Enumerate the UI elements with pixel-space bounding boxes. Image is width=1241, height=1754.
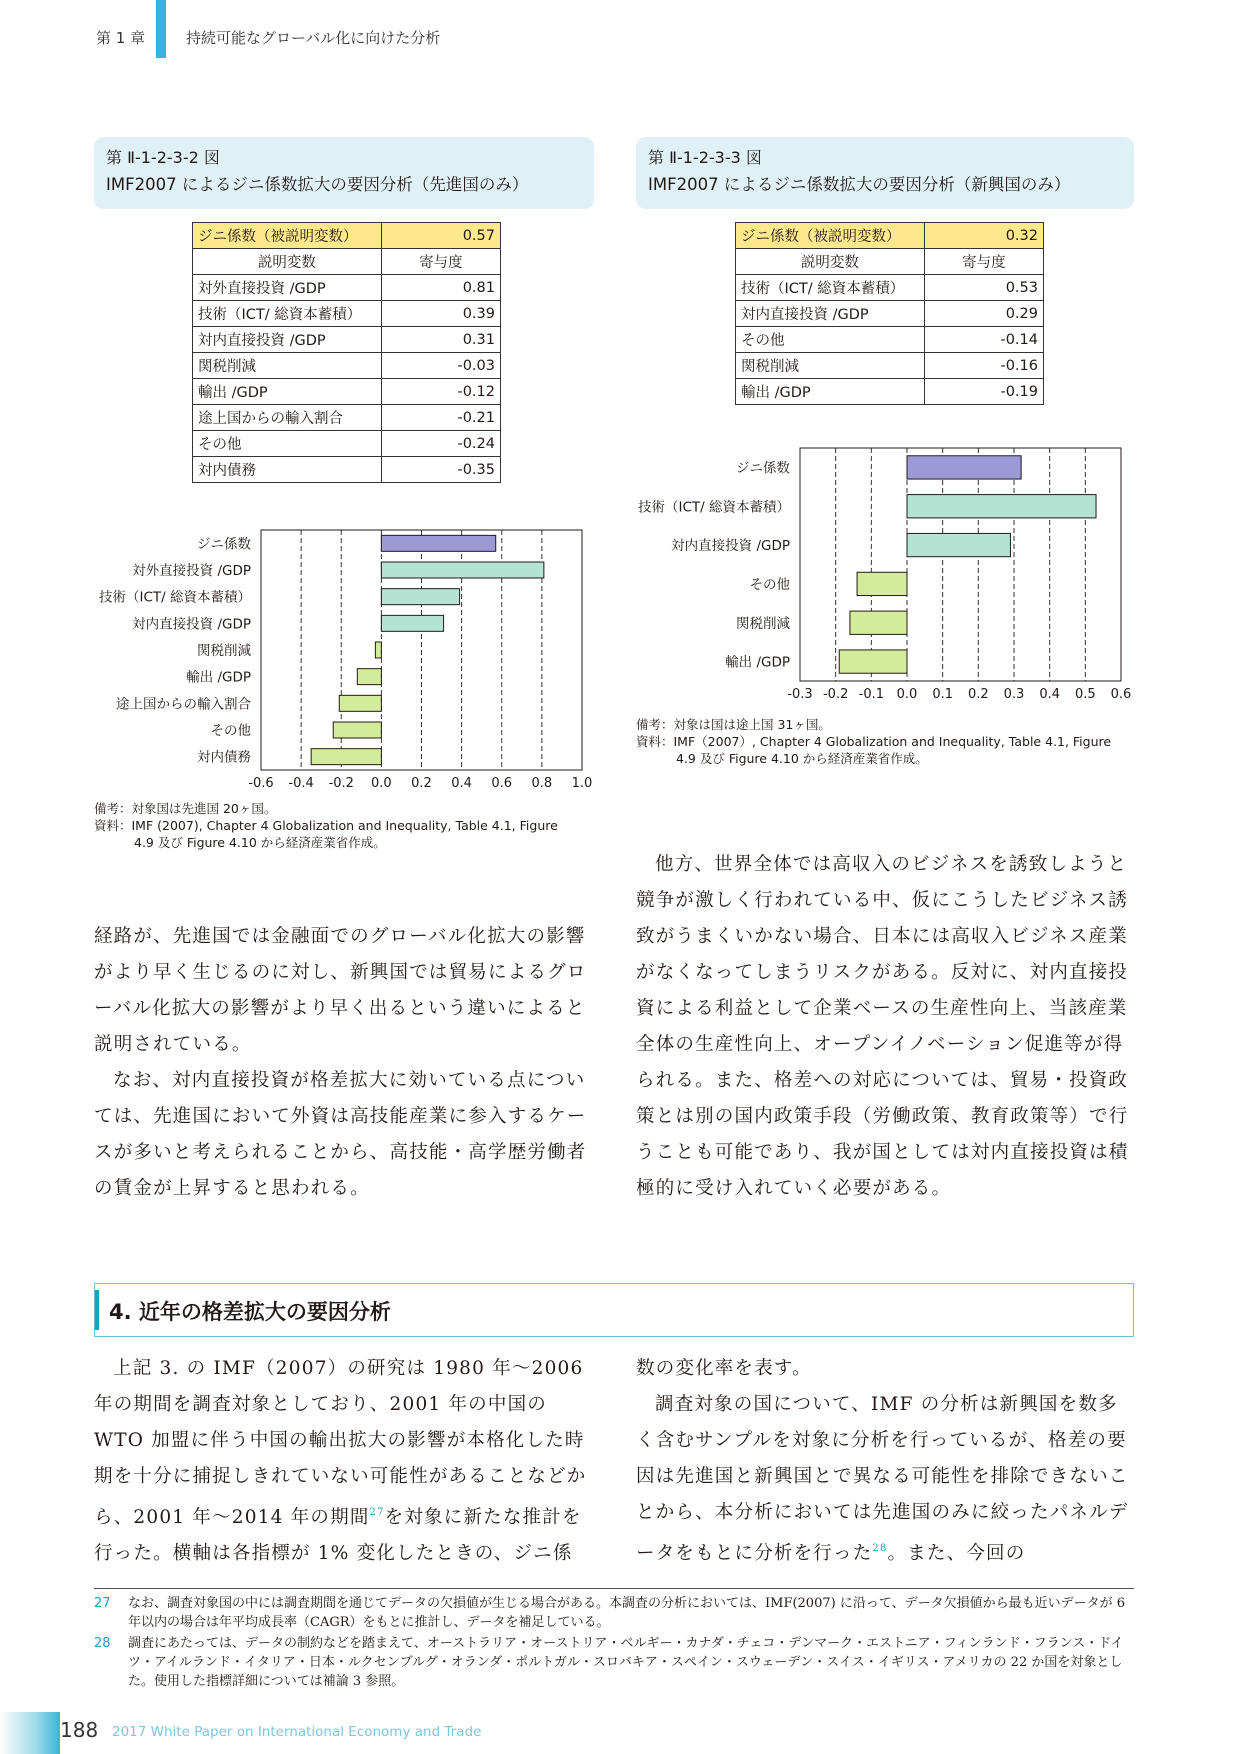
note-source-cont: 4.9 及び Figure 4.10 から経済産業省作成。 <box>134 835 386 850</box>
x-tick-label: 0.6 <box>491 776 513 791</box>
coefficient-table-right <box>735 222 1044 405</box>
category-label: 輸出 /GDP <box>725 654 790 671</box>
note-remark: 備考：対象国は先進国 20ヶ国。 <box>94 801 277 816</box>
bar <box>375 642 381 658</box>
table-row <box>193 301 501 327</box>
variable-label: 技術（ICT/ 総資本蓄積） <box>736 275 925 301</box>
category-label: 関税削減 <box>197 643 251 659</box>
body-paragraph: なお、対内直接投資が格差拡大に効いている点については、先進国において外資は高技能産業に参入するケースが多いと考えられることから、高技能・高学歴労働者の賃金が上昇すると思われる。 <box>94 1070 587 1199</box>
x-tick-label: -0.4 <box>288 776 314 791</box>
contribution-value: -0.21 <box>381 405 500 431</box>
bar <box>339 695 381 711</box>
x-tick-label: 0.4 <box>451 776 472 791</box>
bar <box>857 572 907 595</box>
bar <box>381 615 443 631</box>
chapter-title: 持続可能なグローバル化に向けた分析 <box>186 29 441 47</box>
section-text: 上記 3. の IMF（2007）の研究は 1980 年〜2006 年の期間を調査対象としており、2001 年の中国の WTO 加盟に伴う中国の輸出拡大の影響が本格化した時期を十分に捕捉しきれていない可能性があることなどから、2001 年〜2014 年の期間 <box>94 1358 587 1528</box>
variable-label: 対内直接投資 /GDP <box>736 301 925 327</box>
table-header-row <box>193 249 501 275</box>
footnote-number: 28 <box>94 1636 111 1651</box>
variable-label: 関税削減 <box>736 353 925 379</box>
column-header: 寄与度 <box>924 249 1043 275</box>
table-row <box>193 275 501 301</box>
x-tick-label: 0.2 <box>967 687 989 702</box>
bar-chart-developed <box>0 525 620 795</box>
variable-label: 対内債務 <box>193 457 382 483</box>
body-paragraph: 経路が、先進国では金融面でのグローバル化拡大の影響がより早く生じるのに対し、新興国では貿易によるグローバル化拡大の影響がより早く出るという違いによると説明されている。 <box>94 926 587 1055</box>
table-row <box>736 301 1044 327</box>
table-row <box>193 327 501 353</box>
footnote-divider <box>94 1588 1134 1589</box>
x-tick-label: 0.0 <box>371 776 392 791</box>
footnote-ref[interactable]: 28 <box>872 1543 888 1554</box>
column-header: 説明変数 <box>736 249 925 275</box>
variable-label: 対内直接投資 /GDP <box>193 327 382 353</box>
footnote <box>94 1594 1134 1632</box>
category-label: 輸出 /GDP <box>186 669 251 686</box>
table-row <box>193 223 501 249</box>
x-tick-label: 0.2 <box>411 776 432 791</box>
x-tick-label: 0.1 <box>932 687 954 702</box>
section-heading-box <box>94 1283 1134 1337</box>
bar <box>381 589 459 605</box>
section-paragraph <box>636 1387 1136 1572</box>
x-tick-label: 0.6 <box>1110 687 1132 702</box>
figure-caption-left: IMF2007 によるジニ係数拡大の要因分析（先進国のみ） <box>106 175 529 194</box>
table-row <box>736 379 1044 405</box>
table-row <box>193 353 501 379</box>
category-label: 技術（ICT/ 総資本蓄積） <box>99 589 251 606</box>
x-tick-label: 0.5 <box>1074 687 1096 702</box>
note-source: 資料：IMF（2007）, Chapter 4 Globalization and Inequality, Table 4.1, Figure <box>636 734 1112 749</box>
target-label: ジニ係数（被説明変数） <box>193 223 382 249</box>
category-label: その他 <box>749 576 790 593</box>
contribution-value: -0.24 <box>381 431 500 457</box>
category-label: 関税削減 <box>736 615 790 632</box>
figure-number-right: 第 Ⅱ-1-2-3-3 図 <box>648 148 762 167</box>
table-header-row <box>736 249 1044 275</box>
variable-label: その他 <box>736 327 925 353</box>
x-tick-label: -0.1 <box>858 687 885 702</box>
bar <box>333 722 381 738</box>
bar <box>850 611 907 634</box>
category-label: 対内直接投資 /GDP <box>671 538 790 555</box>
category-label: その他 <box>210 723 251 739</box>
table-row <box>736 353 1044 379</box>
figure-title-right <box>636 137 1134 209</box>
contribution-value: -0.12 <box>381 379 500 405</box>
column-header: 寄与度 <box>381 249 500 275</box>
figure-caption-right: IMF2007 によるジニ係数拡大の要因分析（新興国のみ） <box>648 175 1071 194</box>
section-text: 調査対象の国について、IMF の分析は新興国を数多く含むサンプルを対象に分析を行っているが、格差の要因は先進国と新興国とで異なる可能性を排除できないことから、本分析においては先進国のみに絞ったパネルデータをもとに分析を行った <box>636 1394 1129 1564</box>
x-tick-label: 0.4 <box>1039 687 1061 702</box>
table-row <box>736 223 1044 249</box>
x-tick-label: -0.2 <box>328 776 354 791</box>
section-heading: 4. 近年の格差拡大の要因分析 <box>109 1300 391 1324</box>
chapter-label: 第 1 章 <box>96 29 146 47</box>
figure-number-left: 第 Ⅱ-1-2-3-2 図 <box>106 148 220 167</box>
footnote-text: なお、調査対象国の中には調査期間を通じてデータの欠損値が生じる場合がある。本調査の分析においては、IMF(2007) に沿って、データ欠損値から最も近いデータが 6 年以内の場合は年平均成長率（CAGR）をもとに推計し、データを補足している。 <box>128 1596 1125 1630</box>
x-tick-label: -0.2 <box>822 687 849 702</box>
contribution-value: -0.16 <box>924 353 1043 379</box>
header-accent-bar <box>156 0 166 58</box>
section-paragraph: 数の変化率を表す。 <box>636 1358 812 1379</box>
contribution-value: -0.35 <box>381 457 500 483</box>
table-row <box>193 457 501 483</box>
bar <box>907 495 1096 518</box>
column-header: 説明変数 <box>193 249 382 275</box>
section-accent-bar <box>95 1290 99 1330</box>
contribution-value: 0.39 <box>381 301 500 327</box>
table-row <box>736 275 1044 301</box>
variable-label: 関税削減 <box>193 353 382 379</box>
x-tick-label: 1.0 <box>571 776 593 791</box>
table-row <box>193 431 501 457</box>
figure-title-left <box>94 137 594 209</box>
footnote-number: 27 <box>94 1596 111 1611</box>
section-paragraph <box>94 1351 598 1572</box>
bar <box>839 650 907 673</box>
category-label: 対外直接投資 /GDP <box>132 563 251 579</box>
coefficient-table-left <box>192 222 501 483</box>
category-label: ジニ係数 <box>736 460 790 477</box>
category-label: 対内債務 <box>197 749 251 766</box>
x-tick-label: -0.6 <box>248 776 274 791</box>
contribution-value: 0.31 <box>381 327 500 353</box>
contribution-value: -0.14 <box>924 327 1043 353</box>
note-source: 資料：IMF (2007), Chapter 4 Globalization and Inequality, Table 4.1, Figure <box>94 818 558 833</box>
table-row <box>736 327 1044 353</box>
category-label: ジニ係数 <box>197 536 251 553</box>
note-remark: 備考：対象は国は途上国 31ヶ国。 <box>636 717 831 732</box>
target-label: ジニ係数（被説明変数） <box>736 223 925 249</box>
footnote <box>94 1634 1134 1691</box>
bar-chart-emerging <box>620 443 1241 711</box>
table-row <box>193 379 501 405</box>
page-number: 188 <box>60 1718 99 1742</box>
figure-notes-right <box>636 716 1146 767</box>
footer-accent-bar <box>0 1712 60 1754</box>
bar <box>311 749 381 765</box>
contribution-value: 0.53 <box>924 275 1043 301</box>
bar <box>381 535 495 551</box>
variable-label: 対外直接投資 /GDP <box>193 275 382 301</box>
x-tick-label: 0.8 <box>531 776 553 791</box>
figure-notes-left <box>94 800 604 851</box>
bar <box>907 533 1010 556</box>
category-label: 技術（ICT/ 総資本蓄積） <box>638 499 790 516</box>
section-text: 。また、今回の <box>887 1543 1026 1564</box>
x-tick-label: 0.3 <box>1003 687 1025 702</box>
contribution-value: -0.19 <box>924 379 1043 405</box>
bar <box>907 456 1021 479</box>
plot-frame <box>800 448 1121 681</box>
note-source-cont: 4.9 及び Figure 4.10 から経済産業省作成。 <box>676 751 928 766</box>
x-tick-label: -0.3 <box>787 687 813 702</box>
target-value: 0.57 <box>381 223 500 249</box>
contribution-value: -0.03 <box>381 353 500 379</box>
footnote-ref[interactable]: 27 <box>369 1507 385 1518</box>
section-text: を対象に新たな推計を行った。横軸は各指標が 1% 変化したときの、ジニ係 <box>94 1507 582 1564</box>
bar <box>381 562 544 578</box>
variable-label: 輸出 /GDP <box>736 379 925 405</box>
category-label: 対内直接投資 /GDP <box>132 616 251 633</box>
contribution-value: 0.81 <box>381 275 500 301</box>
variable-label: 途上国からの輸入割合 <box>193 405 382 431</box>
footer-title: 2017 White Paper on International Economy and Trade <box>112 1724 482 1740</box>
category-label: 途上国からの輸入割合 <box>116 696 251 713</box>
footnote-text: 調査にあたっては、データの制約などを踏まえて、オーストラリア・オーストリア・ベルギー・カナダ・チェコ・デンマーク・エストニア・フィンランド・フランス・ドイツ・アイルランド・イタリア・日本・ルクセンブルグ・オランダ・ポルトガル・スロバキア・スペイン・スウェーデン・スイス・イギリス・アメリカの 22 か国を対象とした。使用した指標詳細については補論 3 参照。 <box>128 1636 1124 1689</box>
variable-label: 輸出 /GDP <box>193 379 382 405</box>
bar <box>357 669 381 685</box>
x-tick-label: 0.0 <box>896 687 918 702</box>
table-row <box>193 405 501 431</box>
contribution-value: 0.29 <box>924 301 1043 327</box>
variable-label: その他 <box>193 431 382 457</box>
body-paragraph: 他方、世界全体では高収入のビジネスを誘致しようと競争が激しく行われている中、仮にこうしたビジネス誘致がうまくいかない場合、日本には高収入ビジネス産業がなくなってしまうリスクがある。反対に、対内直接投資による利益として企業ベースの生産性向上、当該産業全体の生産性向上、オープンイノベーション促進等が得られる。また、格差への対応については、貿易・投資政策とは別の国内政策手段（労働政策、教育政策等）で行うことも可能であり、我が国としては対内直接投資は積極的に受け入れていく必要がある。 <box>636 854 1129 1199</box>
variable-label: 技術（ICT/ 総資本蓄積） <box>193 301 382 327</box>
target-value: 0.32 <box>924 223 1043 249</box>
